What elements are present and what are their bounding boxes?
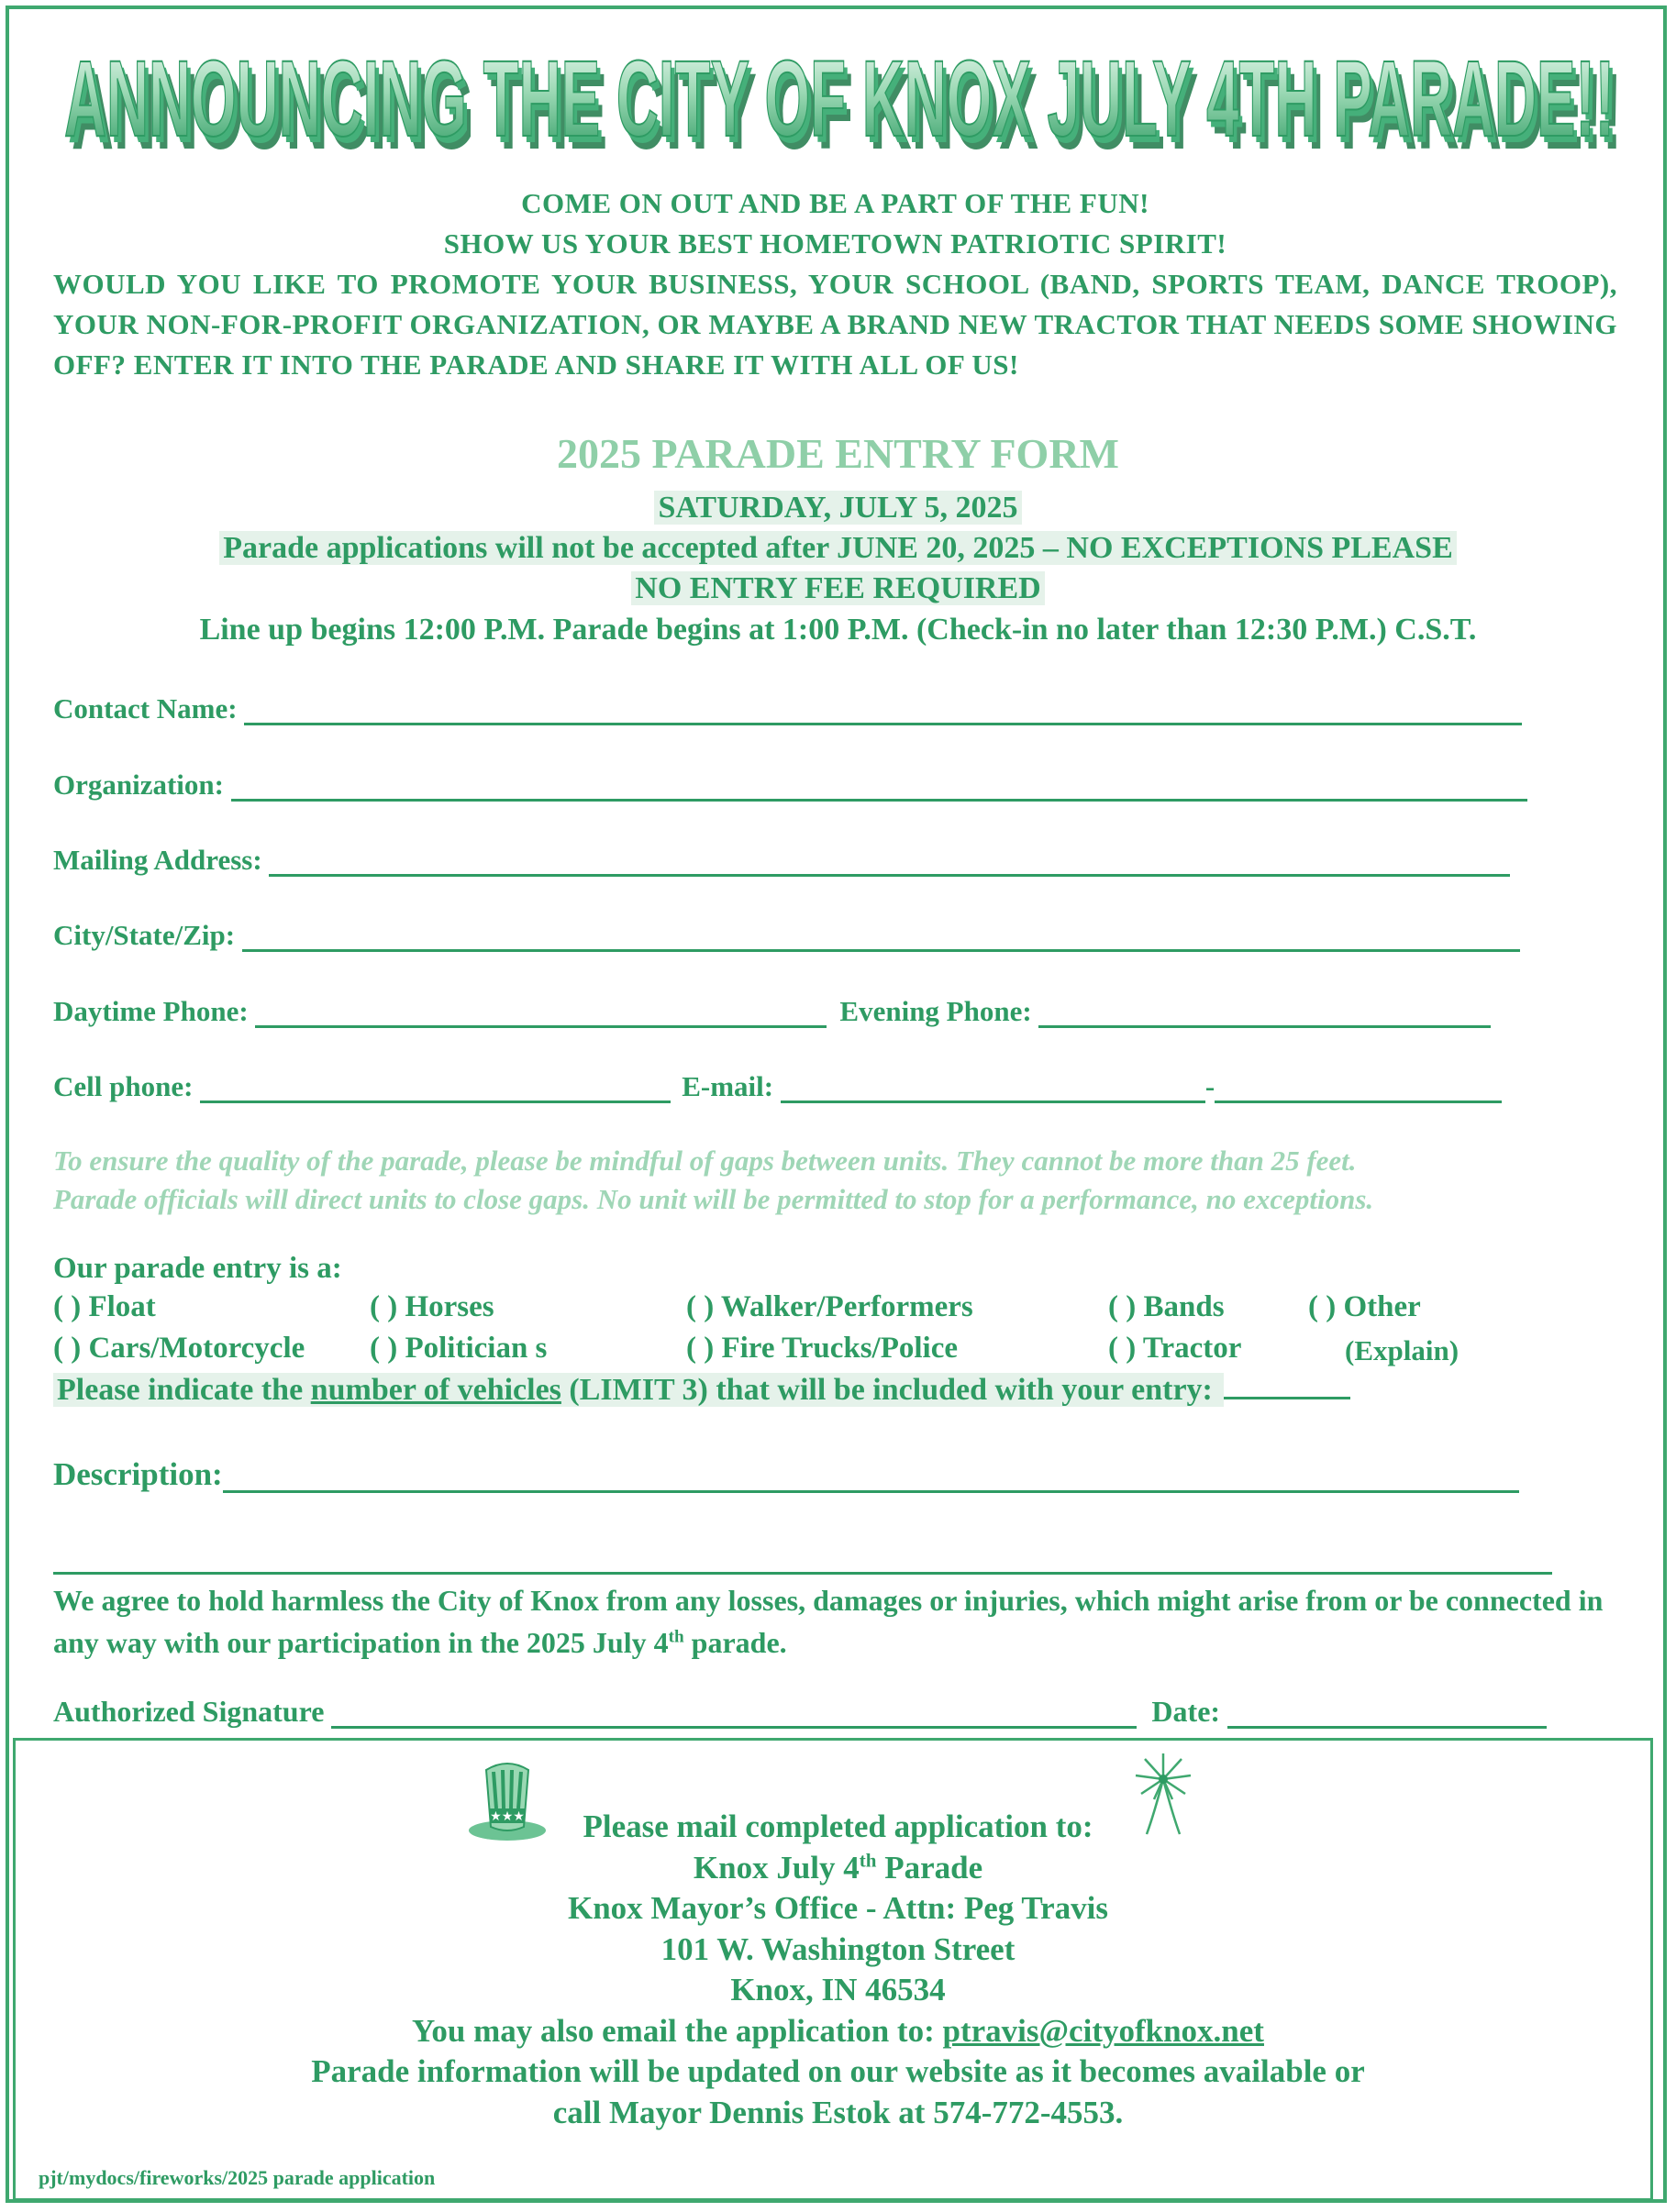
lineup-times: Line up begins 12:00 P.M. Parade begins at 1:00 P.M. (Check-in no later than 12:30 P.M.) C.S.T. [199,613,1477,647]
date-label: Date: [1137,1695,1228,1728]
date-input[interactable] [1227,1698,1547,1729]
mail-recipient: Knox July 4th Parade [693,1848,983,1886]
intro-paragraph: WOULD YOU LIKE TO PROMOTE YOUR BUSINESS, YOUR SCHOOL (BAND, SPORTS TEAM, DANCE TROOP), YOUR NON-FOR-PROFIT ORGANIZATION, OR MAYBE A BRAND NEW TRACTOR THAT NEEDS SOME SHOWING OFF? ENTER IT INTO THE PARADE AND SHARE IT WITH ALL OF US! [53,268,1617,381]
intro-line-1: COME ON OUT AND BE A PART OF THE FUN! [521,187,1149,219]
email-link[interactable]: ptravis@cityofknox.net [942,2012,1264,2049]
mailing-address-block [0,1807,1676,2133]
description-line-2[interactable] [53,1572,1552,1575]
option-other[interactable]: ( ) Other [1308,1290,1421,1323]
deadline-notice: Parade applications will not be accepted after JUNE 20, 2025 – NO EXCEPTIONS PLEASE [0,528,1676,569]
evening-phone-input[interactable] [1038,998,1491,1028]
evening-phone-label: Evening Phone: [839,995,1039,1027]
option-bands[interactable]: ( ) Bands [1108,1290,1225,1323]
mail-office: Knox Mayor’s Office - Attn: Peg Travis [567,1890,1109,1926]
mail-city: Knox, IN 46534 [730,1972,946,2007]
intro-text [53,183,1617,385]
mailing-address-field[interactable]: Mailing Address: [53,844,1510,877]
signature-row [53,1695,1547,1729]
mail-heading: Please mail completed application to: [583,1808,1093,1844]
contact-name-field[interactable]: Contact Name: [53,692,1522,725]
email-label: E-mail: [682,1070,781,1102]
option-float[interactable]: ( ) Float [53,1290,156,1323]
entry-options-row-2 [53,1332,1631,1373]
footer-file-path: pjt/mydocs/fireworks/2025 parade application [39,2166,436,2189]
city-state-zip-field[interactable]: City/State/Zip: [53,919,1520,952]
signature-label: Authorized Signature [53,1695,332,1728]
other-explain-note: (Explain) [1345,1334,1460,1366]
daytime-phone-input[interactable] [255,998,827,1028]
description-field[interactable]: Description: [53,1456,1519,1493]
cell-email-fields: Cell phone: E-mail: - [53,1070,1502,1103]
entry-type-section [53,1252,1631,1373]
entry-fee-notice: NO ENTRY FEE REQUIRED [0,569,1676,609]
svg-text:ANNOUNCING THE CITY OF KNOX JU: ANNOUNCING THE CITY OF KNOX JULY 4TH PARADE!! [64,39,1615,160]
svg-text:ANNOUNCING THE CITY OF KNOX JU: ANNOUNCING THE CITY OF KNOX JULY 4TH PARADE!! [72,51,1622,172]
option-walker-performers[interactable]: ( ) Walker/Performers [686,1290,973,1323]
cell-phone-label: Cell phone: [53,1070,201,1102]
call-mayor-note: call Mayor Dennis Estok at 574-772-4553. [552,2094,1124,2130]
mail-street: 101 W. Washington Street [660,1930,1016,1967]
email-input-domain[interactable] [1215,1073,1502,1103]
option-horses[interactable]: ( ) Horses [370,1290,494,1323]
email-input-user[interactable] [781,1073,1205,1103]
svg-text:★★★: ★★★ [490,1809,525,1824]
intro-line-2: SHOW US YOUR BEST HOMETOWN PATRIOTIC SPIRIT! [443,227,1227,260]
number-of-vehicles-text: number of vehicles [310,1373,561,1407]
email-instruction: You may also email the application to: ptravis@cityofknox.net [412,2012,1264,2049]
svg-text:ANNOUNCING THE CITY OF KNOX JU: ANNOUNCING THE CITY OF KNOX JULY 4TH PARADE!! [68,45,1618,166]
option-fire-trucks-police[interactable]: ( ) Fire Trucks/Police [686,1332,959,1365]
website-note: Parade information will be updated on our website as it becomes available or [311,2053,1365,2089]
vehicle-count-input[interactable] [1224,1373,1350,1399]
banner-title [37,18,1642,202]
entry-heading: Our parade entry is a: [53,1252,342,1285]
vehicle-count-field: Please indicate the number of vehicles (LIMIT 3) that will be included with your entry: [53,1373,1350,1408]
phone-fields [53,995,1491,1028]
daytime-phone-label: Daytime Phone: [53,995,256,1027]
cell-phone-input[interactable] [200,1073,671,1103]
organization-field[interactable]: Organization: [53,769,1527,802]
gap-notice: To ensure the quality of the parade, please be mindful of gaps between units. They cannot be more than 25 feet. Parade officials will direct units to close gaps. No unit will be permitted to stop for a performance, no exceptions. [53,1145,1374,1215]
hold-harmless-agreement: We agree to hold harmless the City of Knox from any losses, damages or injuries, which might arise from or be connected in any way with our participation in the 2025 July 4th parade. [53,1584,1604,1659]
option-politicians[interactable]: ( ) Politician s [370,1332,548,1365]
form-title: 2025 PARADE ENTRY FORM [557,430,1119,477]
option-cars-motorcycle[interactable]: ( ) Cars/Motorcycle [53,1332,305,1365]
signature-input[interactable] [331,1698,1137,1729]
option-tractor[interactable]: ( ) Tractor [1108,1332,1242,1365]
entry-options-row-1 [53,1290,1631,1332]
parade-date: SATURDAY, JULY 5, 2025 [0,488,1676,528]
